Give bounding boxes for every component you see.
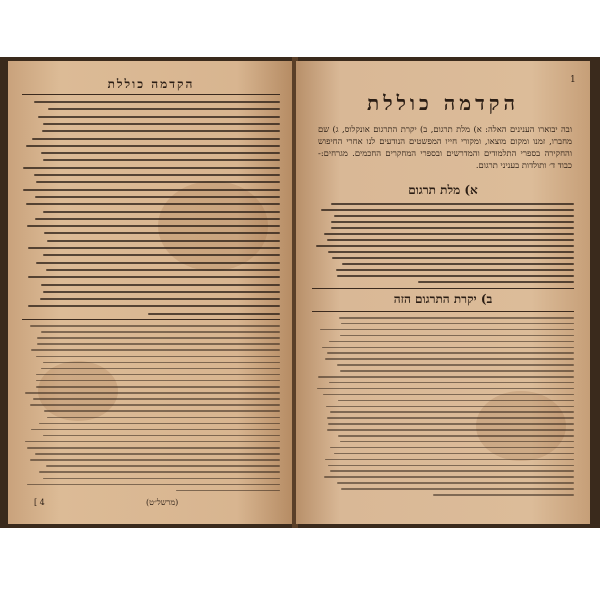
text-line bbox=[418, 281, 574, 283]
text-line bbox=[35, 196, 280, 198]
text-line bbox=[39, 471, 280, 473]
text-line bbox=[341, 323, 574, 325]
text-line bbox=[23, 167, 280, 169]
right-page bbox=[296, 61, 590, 524]
text-line bbox=[35, 218, 280, 220]
text-line bbox=[322, 347, 574, 349]
text-line bbox=[329, 341, 574, 343]
text-line bbox=[332, 257, 574, 259]
text-line bbox=[41, 284, 280, 286]
text-line bbox=[44, 410, 280, 412]
left-page bbox=[8, 61, 294, 524]
text-line bbox=[334, 215, 574, 217]
text-line bbox=[337, 482, 574, 484]
text-line bbox=[331, 227, 574, 229]
text-line bbox=[30, 459, 280, 461]
text-line bbox=[32, 138, 280, 140]
text-line bbox=[46, 465, 280, 467]
text-line bbox=[327, 417, 574, 419]
text-line bbox=[43, 435, 280, 437]
text-line bbox=[25, 441, 280, 443]
text-line bbox=[26, 203, 280, 205]
text-line bbox=[43, 362, 280, 364]
text-line bbox=[324, 233, 574, 235]
text-line bbox=[433, 494, 574, 496]
text-line bbox=[340, 335, 574, 337]
text-line bbox=[41, 331, 280, 333]
text-line bbox=[331, 203, 574, 205]
text-line bbox=[31, 349, 280, 351]
text-line bbox=[39, 423, 280, 425]
text-line bbox=[28, 276, 280, 278]
text-line bbox=[28, 305, 280, 307]
text-line bbox=[328, 423, 574, 425]
text-line bbox=[43, 159, 280, 161]
text-line bbox=[317, 388, 574, 390]
text-line bbox=[328, 251, 574, 253]
text-line bbox=[36, 262, 280, 264]
section-b-heading: ב) יקרת התרגום הזה bbox=[393, 292, 493, 306]
text-line bbox=[338, 435, 574, 437]
text-line bbox=[326, 406, 574, 408]
text-line bbox=[327, 429, 574, 431]
text-line bbox=[336, 269, 574, 271]
text-line bbox=[38, 116, 280, 118]
text-line bbox=[27, 225, 280, 227]
text-line bbox=[320, 329, 574, 331]
right-intro: ובה יבוארו הענינים האלה: א) מלת תרגום, ב) יקרת התרגום אונקלוס, ג) שם מחברו, זמנו ומקום מוצאו, ומקורי חייו המפשטים הנודעים לנו אחרי החיפוש והחקירה בספרי התלמודים והמדרשים ובספרי המחקרים החכמים. מגרחים:-כבוד ד׳ ותולדות בעניני תרגום. bbox=[318, 124, 572, 170]
footnote-rule bbox=[22, 319, 280, 320]
text-line bbox=[327, 239, 574, 241]
text-line bbox=[325, 459, 574, 461]
text-line bbox=[30, 404, 280, 406]
text-line bbox=[43, 123, 280, 125]
text-line bbox=[330, 411, 574, 413]
text-line bbox=[34, 101, 280, 103]
right-title: הקדמה כוללת bbox=[367, 91, 519, 115]
text-line bbox=[36, 386, 280, 388]
text-line bbox=[342, 263, 574, 265]
right-folio: 1 bbox=[570, 75, 576, 85]
text-line bbox=[330, 470, 574, 472]
text-line bbox=[27, 484, 280, 486]
text-line bbox=[37, 337, 280, 339]
text-line bbox=[30, 325, 280, 327]
book-spread bbox=[0, 57, 600, 528]
text-line bbox=[36, 356, 280, 358]
text-line bbox=[41, 152, 280, 154]
text-line bbox=[26, 145, 280, 147]
text-line bbox=[43, 478, 280, 480]
left-running-head: הקדמה כוללת bbox=[107, 77, 195, 91]
paper-stain bbox=[38, 361, 118, 421]
text-line bbox=[328, 465, 574, 467]
text-line bbox=[27, 447, 280, 449]
text-line bbox=[176, 490, 280, 492]
text-line bbox=[338, 400, 574, 402]
text-line bbox=[47, 417, 280, 419]
text-line bbox=[31, 429, 280, 431]
text-line bbox=[341, 488, 574, 490]
text-line bbox=[339, 317, 574, 319]
text-line bbox=[34, 174, 280, 176]
text-line bbox=[25, 392, 280, 394]
text-line bbox=[36, 181, 280, 183]
text-line bbox=[327, 352, 574, 354]
text-line bbox=[331, 221, 574, 223]
text-line bbox=[23, 189, 280, 191]
text-line bbox=[35, 453, 280, 455]
section-rule bbox=[312, 311, 574, 312]
head-rule bbox=[22, 94, 280, 95]
text-line bbox=[48, 108, 280, 110]
section-rule bbox=[312, 288, 574, 289]
paper-stain bbox=[476, 391, 566, 461]
text-line bbox=[47, 240, 280, 242]
text-line bbox=[340, 370, 574, 372]
text-line bbox=[43, 254, 280, 256]
text-line bbox=[37, 343, 280, 345]
text-line bbox=[321, 209, 574, 211]
text-line bbox=[329, 382, 574, 384]
text-line bbox=[43, 291, 280, 293]
left-folio: [ 4 bbox=[34, 498, 45, 507]
text-line bbox=[33, 398, 280, 400]
text-line bbox=[325, 358, 574, 360]
text-line bbox=[46, 269, 280, 271]
text-line bbox=[324, 476, 574, 478]
text-line bbox=[40, 298, 280, 300]
text-line bbox=[43, 211, 280, 213]
section-a-heading: א) מלת תרגום bbox=[408, 183, 478, 197]
text-line bbox=[42, 130, 280, 132]
text-line bbox=[337, 364, 574, 366]
text-line bbox=[337, 275, 574, 277]
text-line bbox=[28, 247, 280, 249]
text-line bbox=[318, 376, 574, 378]
left-signature: (מרשל״ט) bbox=[146, 498, 179, 507]
text-line bbox=[148, 313, 280, 315]
text-line bbox=[316, 245, 574, 247]
